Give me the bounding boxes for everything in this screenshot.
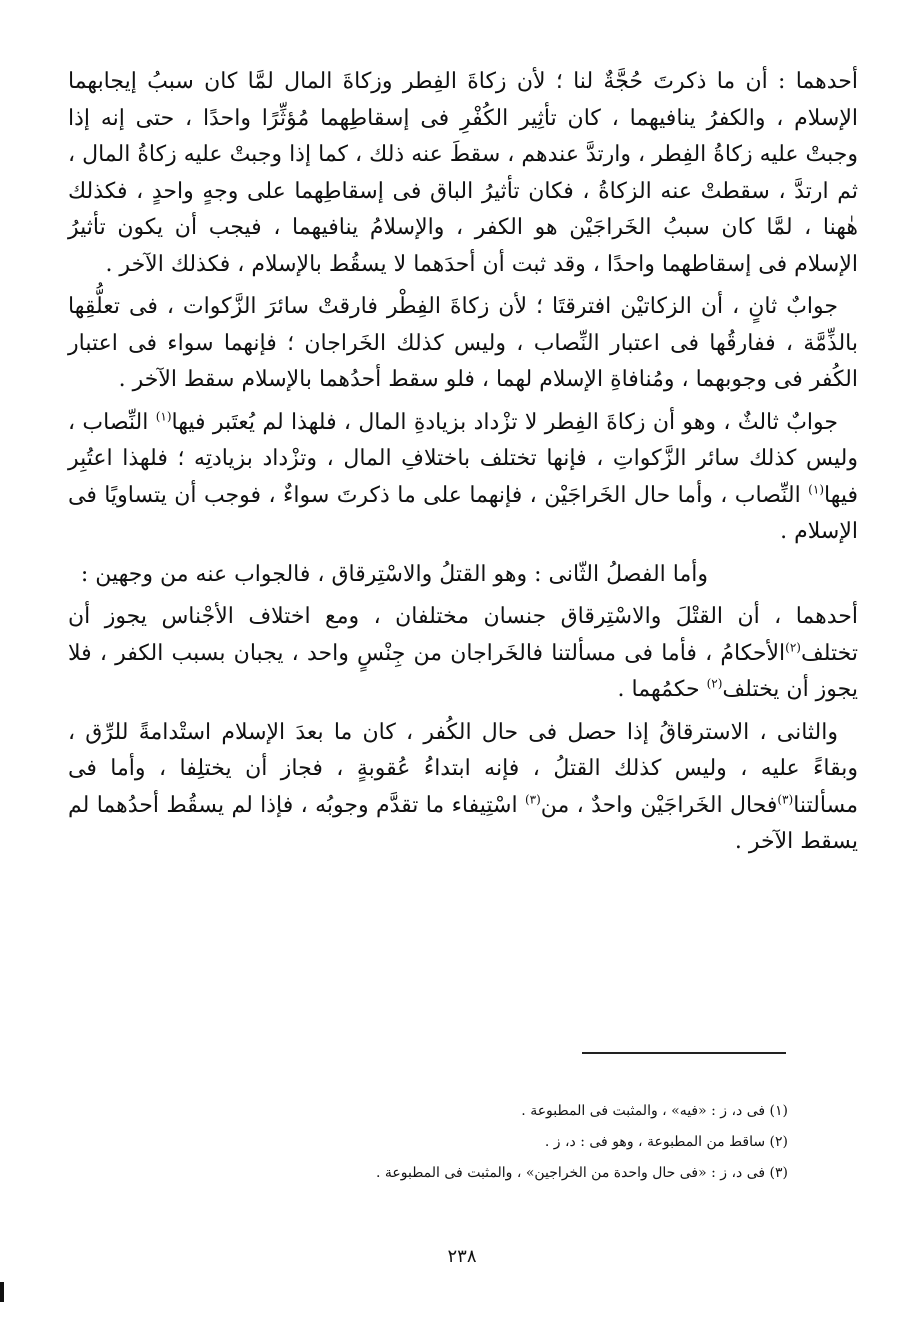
footnote-ref-3a: (٣)	[777, 792, 794, 807]
paragraph-2: جوابٌ ثانٍ ، أن الزكاتيْن افترقتَا ؛ لأن زكاةَ الفِطْر فارقتْ سائرَ الزَّكوات ، فى تعلُّقِها بالذِّمَّة ، ففارقُها فى اعتبار النِّصاب ، وليس كذلك الخَراجان ؛ فإنهما سواء فى اعتبار الكُفر فى وجوبهما ، ومُنافاةِ الإسلام لهما ، فلو سقط أحدُهما بالإسلام سقط الآخر .	[68, 294, 858, 392]
paragraph-5-part-2: الأحكامُ ، فأما فى مسألتنا فالخَراجان من جِنْسٍ واحد ، يجبان بسبب الكفر ، فلا يجوز أن يختلف	[68, 640, 858, 702]
footnote-2: (٢) ساقط من المطبوعة ، وهو فى : د، ز .	[544, 1134, 788, 1150]
paragraph-3	[68, 405, 858, 551]
footnote-3: (٣) فى د، ز : «فى حال واحدة من الخراجين» ، والمثبت فى المطبوعة .	[375, 1165, 788, 1181]
paragraph-4: وأما الفصلُ الثّانى : وهو القتلُ والاسْتِرقاق ، فالجواب عنه من وجهين :	[80, 561, 708, 587]
paragraph-3-part-2: النِّصاب ، وليس كذلك سائر الزَّكواتِ ، فإنها تختلف باختلافِ المال ، وتزْداد بزيادتِه ؛ فلهذا اعتُبِر فيها	[68, 409, 858, 508]
paragraph-6-part-3: اسْتِيفاء ما تقدَّم وجوبُه ، فإذا لم يسقُط أحدُهما لم يسقط الآخر .	[68, 792, 858, 854]
footnote-ref-1a: (١)	[155, 409, 172, 424]
page-body	[68, 64, 858, 861]
paragraph-6-part-2: فحال الخَراجَيْن واحدٌ ، من	[540, 792, 778, 818]
footnote-ref-2a: (٢)	[785, 640, 801, 655]
paragraph-3-part-1: جوابٌ ثالثٌ ، وهو أن زكاةَ الفِطر لا تزْداد بزيادةِ المال ، فلهذا لم يُعتَبر فيها	[171, 409, 838, 435]
paragraph-5	[68, 599, 858, 709]
paragraph-3-part-3: النِّصاب ، وأما حال الخَراجَيْن ، فإنهما على ما ذكرتَ سواءٌ ، فوجب أن يتساويًا فى الإسلام .	[68, 482, 858, 544]
paragraph-1: أحدهما : أن ما ذكرتَ حُجَّةٌ لنا ؛ لأن زكاةَ الفِطر وزكاةَ المال لمَّا كان سببُ إيجابهما الإسلام ، والكفرُ ينافيهما ، كان تأثِير الكُفْرِ فى إسقاطِهما مُؤثِّرًا واحدًا ، حتى إنه إذا وجبتْ عليه زكاةُ الفِطر ، وارتدَّ عندهم ، سقطَ عنه ذلك ، كما إذا وجبتْ عليه زكاةُ المال ، ثم ارتدَّ ، سقطتْ عنه الزكاةُ ، فكان تأثيرُ الباق فى إسقاطِهما على وجهٍ واحدٍ ، فكذلك هٰهنا ، لمَّا كان سببُ الخَراجَيْن هو الكفر ، والإسلامُ ينافيهما ، فيجب أن يكون تأثيرُ الإسلام فى إسقاطهما واحدًا ، وقد ثبت أن أحدَهما لا يسقُط بالإسلام ، فكذلك الآخر .	[68, 69, 858, 277]
paragraph-5-part-3: حكمُهما .	[617, 677, 700, 702]
paragraph-6-part-1: والثانى ، الاسترقاقُ إذا حصل فى حال الكُفر ، كان ما بعدَ الإسلام استْدامةً للرِّق ، وبقاءً عليه ، وليس كذلك القتلُ ، فإنه ابتداءُ عُقوبةٍ ، فجاز أن يختلِفا ، وأما فى مسألتنا	[68, 719, 858, 818]
footnote-ref-3b: (٣)	[524, 792, 541, 807]
footnote-ref-1b: (١)	[808, 482, 824, 497]
footnote-1: (١) فى د، ز : «فيه» ، والمثبت فى المطبوعة .	[521, 1103, 788, 1119]
footnote-ref-2b: (٢)	[706, 676, 723, 691]
scan-edge-mark	[0, 1282, 4, 1302]
footnote-divider	[582, 1052, 786, 1054]
footnotes	[138, 1096, 788, 1189]
main-text	[68, 64, 858, 861]
paragraph-5-part-1: أحدهما ، أن القتْلَ والاسْتِرقاق جنسان مختلفان ، ومع اختلاف الأجْناس يجوز أن تختلف	[68, 604, 858, 666]
paragraph-6	[68, 715, 858, 861]
page-number: ٢٣٨	[447, 1246, 477, 1267]
